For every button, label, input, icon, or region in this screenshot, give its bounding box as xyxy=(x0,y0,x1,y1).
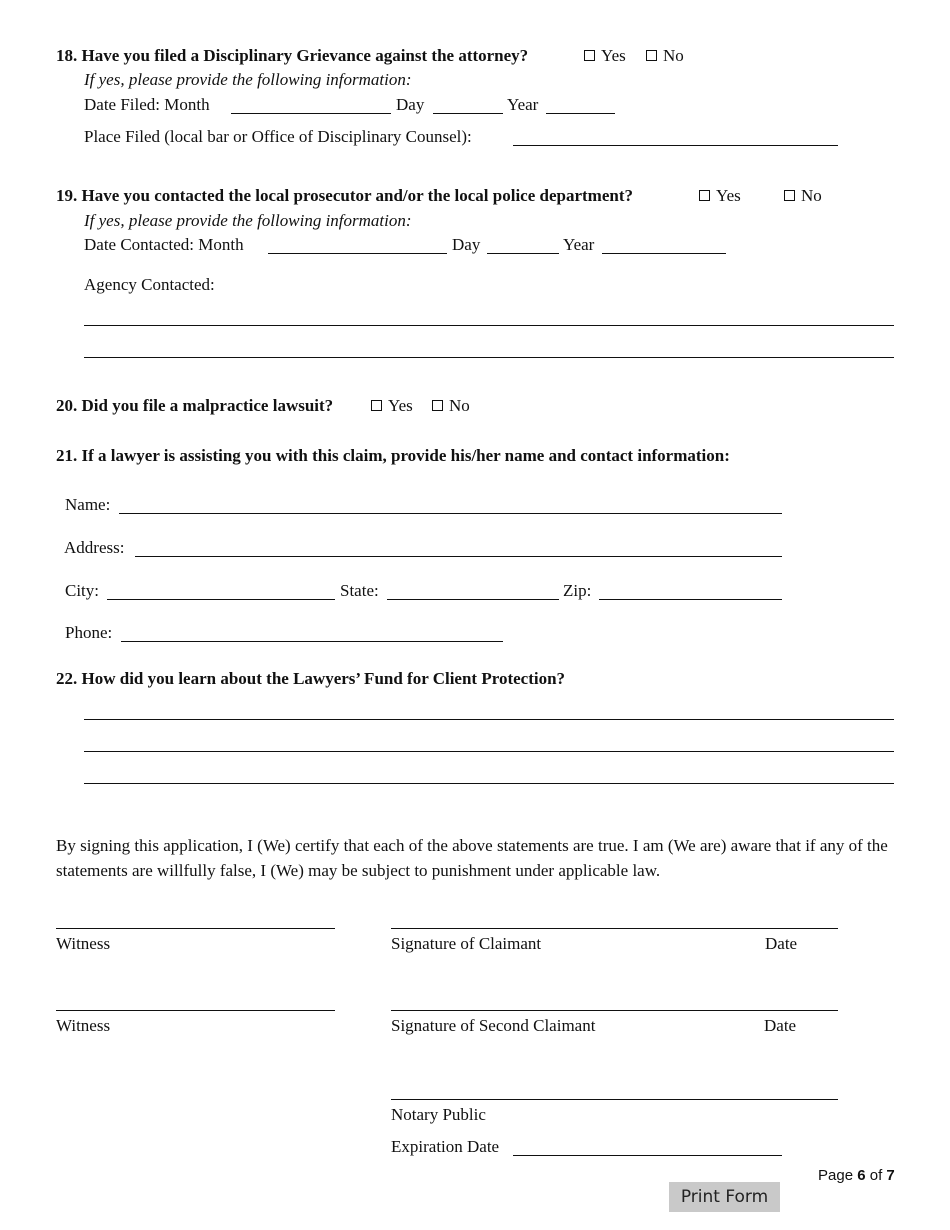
second-claimant-date-label: Date xyxy=(764,1016,797,1035)
q19-day-field[interactable] xyxy=(487,235,559,254)
q19-day-label: Day xyxy=(452,235,481,254)
q21-phone-field[interactable] xyxy=(121,623,503,642)
q19-year-label: Year xyxy=(563,235,595,254)
second-claimant-signature-label: Signature of Second Claimant xyxy=(391,1016,596,1035)
q21-city-label: City: xyxy=(65,581,100,600)
q18-yes-label: Yes xyxy=(601,46,626,65)
q19-agency-label: Agency Contacted: xyxy=(84,275,215,294)
q21-name-label: Name: xyxy=(65,495,111,514)
q22-answer-line-1[interactable] xyxy=(84,701,894,720)
q18-day-field[interactable] xyxy=(433,95,503,114)
q18-day-label: Day xyxy=(396,95,425,114)
print-form-button[interactable]: Print Form xyxy=(669,1182,780,1212)
q18-no-label: No xyxy=(663,46,684,65)
q19-no-label: No xyxy=(801,186,822,205)
page-current: 6 xyxy=(857,1167,866,1184)
q19-year-field[interactable] xyxy=(602,235,726,254)
q19-no-option[interactable] xyxy=(784,186,822,206)
certification-statement: By signing this application, I (We) certify that each of the above statements are true. I am (We are) aware that if any of the statements are willfully false, I (We) may be subject to punishment under applicable law. xyxy=(56,836,888,880)
q18-yes-checkbox[interactable] xyxy=(584,50,595,61)
q21-phone-label: Phone: xyxy=(65,623,113,642)
witness-1-label: Witness xyxy=(56,934,111,953)
notary-signature-line[interactable] xyxy=(391,1099,838,1100)
q18-month-field[interactable] xyxy=(231,95,391,114)
q20-no-label: No xyxy=(449,396,470,415)
page-of: of xyxy=(869,1167,883,1184)
claimant-date-label: Date xyxy=(765,934,798,953)
q19-yes-option[interactable] xyxy=(699,186,741,206)
q22-question: 22. How did you learn about the Lawyers’ Fund for Client Protection? xyxy=(56,669,566,688)
q19-question: 19. Have you contacted the local prosecutor and/or the local police department? xyxy=(56,186,633,205)
q18-year-label: Year xyxy=(507,95,539,114)
q20-yes-label: Yes xyxy=(388,396,413,415)
witness-1-signature-line[interactable] xyxy=(56,928,335,929)
q18-yes-option[interactable] xyxy=(584,46,626,66)
q20-yes-option[interactable] xyxy=(371,396,413,416)
q18-place-field[interactable] xyxy=(513,127,838,146)
q20-no-option[interactable] xyxy=(432,396,470,416)
q19-agency-field-line-2[interactable] xyxy=(84,339,894,358)
q22-answer-line-2[interactable] xyxy=(84,733,894,752)
q18-year-field[interactable] xyxy=(546,95,615,114)
notary-public-label: Notary Public xyxy=(391,1105,486,1124)
q21-question: 21. If a lawyer is assisting you with this claim, provide his/her name and contact information: xyxy=(56,446,730,465)
q21-city-field[interactable] xyxy=(107,581,335,600)
q19-agency-field-line-1[interactable] xyxy=(84,307,894,326)
q19-date-label: Date Contacted: Month xyxy=(84,235,244,254)
q21-zip-label: Zip: xyxy=(563,581,592,600)
q21-zip-field[interactable] xyxy=(599,581,782,600)
second-claimant-signature-line[interactable] xyxy=(391,1010,838,1011)
q21-state-field[interactable] xyxy=(387,581,559,600)
q18-no-option[interactable] xyxy=(646,46,684,66)
page-total: 7 xyxy=(886,1167,895,1184)
q22-answer-line-3[interactable] xyxy=(84,765,894,784)
q20-yes-checkbox[interactable] xyxy=(371,400,382,411)
q18-no-checkbox[interactable] xyxy=(646,50,657,61)
q19-instructions: If yes, please provide the following information: xyxy=(84,211,412,230)
q21-address-label: Address: xyxy=(64,538,125,557)
q19-month-field[interactable] xyxy=(268,235,447,254)
q19-yes-label: Yes xyxy=(716,186,741,205)
claimant-signature-label: Signature of Claimant xyxy=(391,934,542,953)
expiration-date-label: Expiration Date xyxy=(391,1137,500,1156)
q18-question: 18. Have you filed a Disciplinary Grievance against the attorney? xyxy=(56,46,529,65)
page-number xyxy=(818,1167,895,1185)
q18-date-label: Date Filed: Month xyxy=(84,95,210,114)
claimant-signature-line[interactable] xyxy=(391,928,838,929)
witness-2-label: Witness xyxy=(56,1016,111,1035)
q20-question: 20. Did you file a malpractice lawsuit? xyxy=(56,396,334,415)
q18-instructions: If yes, please provide the following information: xyxy=(84,70,412,89)
q19-no-checkbox[interactable] xyxy=(784,190,795,201)
q18-place-label: Place Filed (local bar or Office of Disciplinary Counsel): xyxy=(84,127,472,146)
q21-name-field[interactable] xyxy=(119,495,782,514)
q20-no-checkbox[interactable] xyxy=(432,400,443,411)
q19-yes-checkbox[interactable] xyxy=(699,190,710,201)
q21-state-label: State: xyxy=(340,581,379,600)
q21-address-field[interactable] xyxy=(135,538,782,557)
page-prefix: Page xyxy=(818,1167,854,1184)
witness-2-signature-line[interactable] xyxy=(56,1010,335,1011)
expiration-date-field[interactable] xyxy=(513,1137,782,1156)
